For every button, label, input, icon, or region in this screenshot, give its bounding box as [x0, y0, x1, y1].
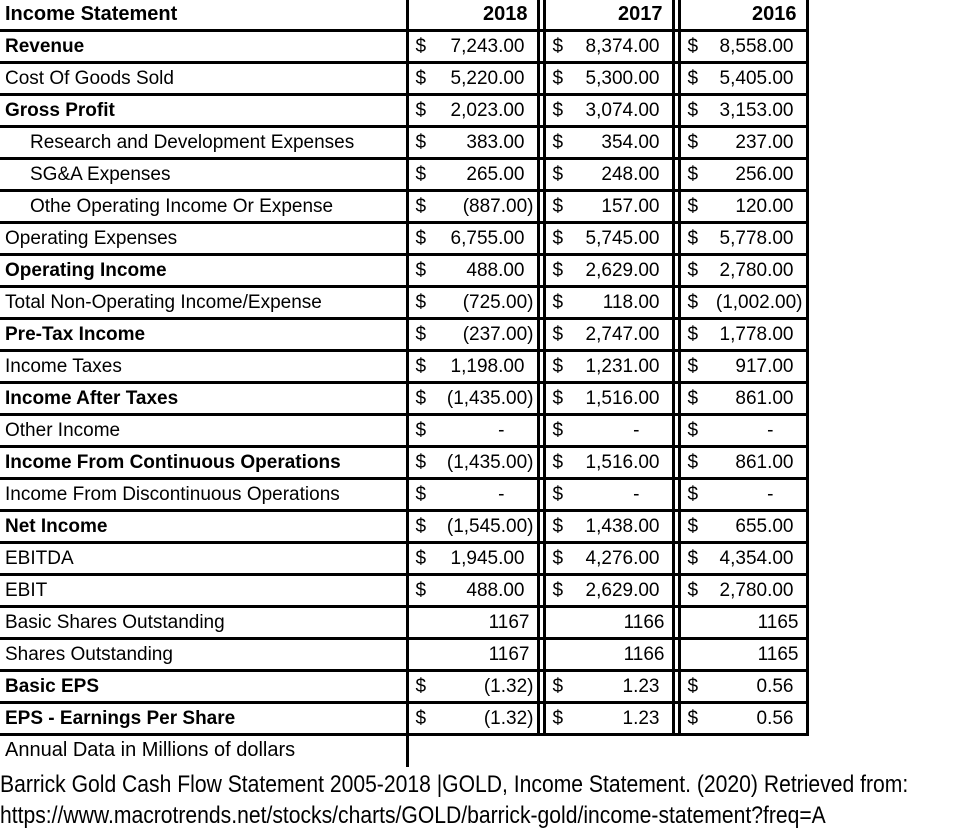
row-label: Othe Operating Income Or Expense: [0, 191, 407, 223]
dollar-sign: $: [415, 547, 427, 569]
amount-value: 2,629.00: [585, 579, 660, 601]
footnote-text: Annual Data in Millions of dollars: [5, 739, 296, 761]
amount-value: 1.23: [622, 675, 660, 697]
dollar-sign: $: [415, 163, 427, 185]
amount-cell: [407, 479, 538, 511]
dollar-sign: $: [552, 707, 564, 729]
amount-cell: [679, 511, 807, 543]
row-label: Total Non-Operating Income/Expense: [0, 287, 407, 319]
amount-cell: [407, 223, 538, 255]
table-body: [0, 31, 807, 735]
amount-cell: [544, 255, 673, 287]
amount-value: 7,243.00: [450, 35, 525, 57]
amount-cell: [679, 159, 807, 191]
dollar-sign: $: [552, 483, 564, 505]
table-row: [0, 127, 807, 159]
dollar-sign: $: [552, 99, 564, 121]
amount-value: 2,023.00: [450, 99, 525, 121]
amount-cell: [407, 159, 538, 191]
amount-value: 0.56: [756, 707, 794, 729]
amount-cell: [407, 383, 538, 415]
dollar-sign: $: [687, 451, 699, 473]
row-label: Other Income: [0, 415, 407, 447]
amount-value: 157.00: [601, 195, 660, 217]
amount-value: -: [498, 419, 505, 441]
dollar-sign: $: [415, 291, 427, 313]
year-header-2017: 2017: [544, 0, 673, 31]
table-row: [0, 159, 807, 191]
amount-value: 5,745.00: [585, 227, 660, 249]
dollar-sign: $: [415, 259, 427, 281]
amount-value: 5,220.00: [450, 67, 525, 89]
amount-value: 1,231.00: [585, 355, 660, 377]
amount-value: 2,780.00: [719, 259, 794, 281]
table-row: [0, 191, 807, 223]
amount-cell: [544, 159, 673, 191]
table-row: [0, 639, 807, 671]
amount-value: 4,354.00: [719, 547, 794, 569]
dollar-sign: $: [415, 675, 427, 697]
amount-cell: [544, 351, 673, 383]
amount-cell: [407, 63, 538, 95]
table-row: [0, 255, 807, 287]
amount-cell: [407, 31, 538, 63]
dollar-sign: $: [552, 323, 564, 345]
amount-cell: [679, 415, 807, 447]
dollar-sign: $: [687, 35, 699, 57]
row-label: Income Taxes: [0, 351, 407, 383]
table-row: [0, 511, 807, 543]
amount-value: 3,074.00: [585, 99, 660, 121]
table-row: [0, 31, 807, 63]
amount-cell: [407, 447, 538, 479]
row-label: SG&A Expenses: [0, 159, 407, 191]
amount-cell: [407, 511, 538, 543]
amount-cell: [407, 415, 538, 447]
row-label: Operating Expenses: [0, 223, 407, 255]
amount-value: 1167: [488, 643, 530, 665]
amount-cell: [679, 703, 807, 735]
amount-value: 917.00: [735, 355, 794, 377]
amount-value: 265.00: [466, 163, 525, 185]
table-row: [0, 319, 807, 351]
row-label: Revenue: [0, 31, 407, 63]
citation: [0, 769, 978, 831]
dollar-sign: $: [687, 515, 699, 537]
amount-cell: [679, 607, 807, 639]
amount-value: 8,558.00: [719, 35, 794, 57]
amount-value: 8,374.00: [585, 35, 660, 57]
dollar-sign: $: [552, 259, 564, 281]
amount-value: 861.00: [735, 387, 794, 409]
dollar-sign: $: [687, 291, 699, 313]
amount-cell: [679, 319, 807, 351]
amount-cell: [407, 287, 538, 319]
table-row: [0, 447, 807, 479]
amount-cell: [407, 319, 538, 351]
dollar-sign: $: [415, 419, 427, 441]
amount-value: (1,002.00): [715, 291, 803, 313]
citation-line-1: Barrick Gold Cash Flow Statement 2005-2018 |GOLD, Income Statement. (2020) Retrieved from:: [0, 771, 909, 798]
amount-cell: [679, 575, 807, 607]
amount-cell: [544, 191, 673, 223]
dollar-sign: $: [415, 355, 427, 377]
amount-value: -: [767, 483, 774, 505]
row-label: Income After Taxes: [0, 383, 407, 415]
amount-value: 655.00: [735, 515, 794, 537]
row-label: Operating Income: [0, 255, 407, 287]
amount-value: -: [498, 483, 505, 505]
dollar-sign: $: [552, 675, 564, 697]
dollar-sign: $: [552, 515, 564, 537]
amount-cell: [679, 447, 807, 479]
amount-value: 2,747.00: [585, 323, 660, 345]
amount-cell: [544, 287, 673, 319]
amount-value: 4,276.00: [585, 547, 660, 569]
amount-value: (725.00): [462, 291, 534, 313]
amount-cell: [544, 383, 673, 415]
amount-cell: [407, 191, 538, 223]
amount-cell: [407, 607, 538, 639]
year-header-2016: 2016: [679, 0, 807, 31]
amount-value: 861.00: [735, 451, 794, 473]
amount-value: 1165: [757, 611, 799, 633]
amount-cell: [679, 639, 807, 671]
dollar-sign: $: [415, 195, 427, 217]
amount-value: (1,435.00): [446, 387, 534, 409]
amount-value: 488.00: [466, 259, 525, 281]
amount-value: 1,516.00: [585, 387, 660, 409]
amount-value: 1167: [488, 611, 530, 633]
dollar-sign: $: [687, 323, 699, 345]
dollar-sign: $: [552, 131, 564, 153]
amount-cell: [679, 191, 807, 223]
amount-value: (1.32): [483, 707, 534, 729]
amount-cell: [407, 703, 538, 735]
amount-cell: [407, 95, 538, 127]
amount-cell: [407, 255, 538, 287]
table-row: [0, 671, 807, 703]
amount-cell: [679, 671, 807, 703]
table-row: [0, 607, 807, 639]
dollar-sign: $: [552, 67, 564, 89]
dollar-sign: $: [687, 419, 699, 441]
dollar-sign: $: [687, 579, 699, 601]
year-header-2018: 2018: [407, 0, 538, 31]
amount-cell: [544, 575, 673, 607]
amount-cell: [407, 127, 538, 159]
dollar-sign: $: [687, 355, 699, 377]
dollar-sign: $: [687, 387, 699, 409]
dollar-sign: $: [687, 707, 699, 729]
amount-value: 120.00: [735, 195, 794, 217]
amount-value: (1,435.00): [446, 451, 534, 473]
row-label: Research and Development Expenses: [0, 127, 407, 159]
amount-cell: [544, 415, 673, 447]
amount-value: 1,945.00: [450, 547, 525, 569]
table-row: [0, 223, 807, 255]
amount-value: -: [633, 483, 640, 505]
table-row: [0, 415, 807, 447]
dollar-sign: $: [687, 195, 699, 217]
dollar-sign: $: [415, 515, 427, 537]
table-row: [0, 95, 807, 127]
amount-value: 488.00: [466, 579, 525, 601]
amount-value: (237.00): [462, 323, 534, 345]
dollar-sign: $: [552, 547, 564, 569]
table-row: [0, 479, 807, 511]
amount-value: 1,438.00: [585, 515, 660, 537]
amount-cell: [407, 639, 538, 671]
amount-cell: [544, 479, 673, 511]
dollar-sign: $: [552, 195, 564, 217]
amount-cell: [544, 607, 673, 639]
dollar-sign: $: [415, 99, 427, 121]
dollar-sign: $: [415, 483, 427, 505]
amount-cell: [544, 223, 673, 255]
amount-cell: [544, 447, 673, 479]
amount-cell: [544, 319, 673, 351]
amount-value: 237.00: [735, 131, 794, 153]
dollar-sign: $: [552, 227, 564, 249]
amount-cell: [544, 671, 673, 703]
row-label: Shares Outstanding: [0, 639, 407, 671]
amount-value: 354.00: [601, 131, 660, 153]
dollar-sign: $: [415, 387, 427, 409]
amount-value: 3,153.00: [719, 99, 794, 121]
amount-value: (887.00): [462, 195, 534, 217]
amount-cell: [679, 31, 807, 63]
amount-cell: [679, 351, 807, 383]
amount-value: 1,778.00: [719, 323, 794, 345]
amount-value: 118.00: [602, 291, 660, 313]
amount-cell: [544, 639, 673, 671]
amount-value: 1166: [623, 643, 665, 665]
amount-cell: [679, 95, 807, 127]
amount-value: 6,755.00: [450, 227, 525, 249]
row-label: Pre-Tax Income: [0, 319, 407, 351]
amount-value: 1166: [623, 611, 665, 633]
dollar-sign: $: [687, 483, 699, 505]
amount-cell: [544, 703, 673, 735]
amount-value: 5,778.00: [719, 227, 794, 249]
dollar-sign: $: [415, 451, 427, 473]
amount-value: 256.00: [735, 163, 794, 185]
amount-value: -: [633, 419, 640, 441]
amount-value: 383.00: [466, 131, 525, 153]
dollar-sign: $: [415, 131, 427, 153]
amount-value: (1,545.00): [446, 515, 534, 537]
row-label: EBIT: [0, 575, 407, 607]
table-row: [0, 383, 807, 415]
amount-value: 1,516.00: [585, 451, 660, 473]
row-label: Income From Discontinuous Operations: [0, 479, 407, 511]
dollar-sign: $: [415, 707, 427, 729]
row-label: Income From Continuous Operations: [0, 447, 407, 479]
dollar-sign: $: [415, 67, 427, 89]
amount-cell: [679, 63, 807, 95]
amount-cell: [407, 351, 538, 383]
row-label: EPS - Earnings Per Share: [0, 703, 407, 735]
table-row: [0, 575, 807, 607]
dollar-sign: $: [687, 163, 699, 185]
table-row: [0, 287, 807, 319]
amount-cell: [544, 63, 673, 95]
dollar-sign: $: [415, 323, 427, 345]
amount-value: 5,300.00: [585, 67, 660, 89]
footnote-row: [0, 736, 409, 767]
dollar-sign: $: [415, 579, 427, 601]
table-title: Income Statement: [0, 0, 407, 31]
amount-cell: [679, 223, 807, 255]
dollar-sign: $: [687, 67, 699, 89]
table-row: [0, 703, 807, 735]
amount-value: -: [767, 419, 774, 441]
row-label: Cost Of Goods Sold: [0, 63, 407, 95]
dollar-sign: $: [552, 451, 564, 473]
row-label: Basic EPS: [0, 671, 407, 703]
amount-cell: [407, 671, 538, 703]
amount-value: 1165: [757, 643, 799, 665]
dollar-sign: $: [687, 131, 699, 153]
amount-cell: [679, 127, 807, 159]
amount-cell: [544, 543, 673, 575]
dollar-sign: $: [687, 99, 699, 121]
amount-cell: [544, 31, 673, 63]
dollar-sign: $: [552, 579, 564, 601]
amount-value: 5,405.00: [719, 67, 794, 89]
dollar-sign: $: [687, 227, 699, 249]
amount-value: 0.56: [756, 675, 794, 697]
amount-cell: [679, 383, 807, 415]
amount-cell: [679, 255, 807, 287]
dollar-sign: $: [687, 547, 699, 569]
table-row: [0, 351, 807, 383]
amount-cell: [407, 575, 538, 607]
amount-value: 2,780.00: [719, 579, 794, 601]
amount-value: 1,198.00: [450, 355, 525, 377]
dollar-sign: $: [552, 419, 564, 441]
dollar-sign: $: [415, 35, 427, 57]
dollar-sign: $: [552, 291, 564, 313]
amount-value: 248.00: [601, 163, 660, 185]
row-label: Gross Profit: [0, 95, 407, 127]
dollar-sign: $: [687, 675, 699, 697]
amount-value: 2,629.00: [585, 259, 660, 281]
table-row: [0, 63, 807, 95]
amount-value: 1.23: [622, 707, 660, 729]
row-label: Basic Shares Outstanding: [0, 607, 407, 639]
amount-cell: [407, 543, 538, 575]
dollar-sign: $: [552, 387, 564, 409]
amount-cell: [679, 287, 807, 319]
amount-value: (1.32): [483, 675, 534, 697]
amount-cell: [544, 511, 673, 543]
header-row: [0, 0, 807, 31]
amount-cell: [544, 127, 673, 159]
amount-cell: [679, 479, 807, 511]
dollar-sign: $: [687, 259, 699, 281]
table-row: [0, 543, 807, 575]
dollar-sign: $: [552, 35, 564, 57]
dollar-sign: $: [552, 163, 564, 185]
amount-cell: [679, 543, 807, 575]
dollar-sign: $: [552, 355, 564, 377]
row-label: Net Income: [0, 511, 407, 543]
dollar-sign: $: [415, 227, 427, 249]
amount-cell: [544, 95, 673, 127]
citation-line-2: https://www.macrotrends.net/stocks/charts/GOLD/barrick-gold/income-statement?freq=A: [0, 802, 826, 829]
row-label: EBITDA: [0, 543, 407, 575]
